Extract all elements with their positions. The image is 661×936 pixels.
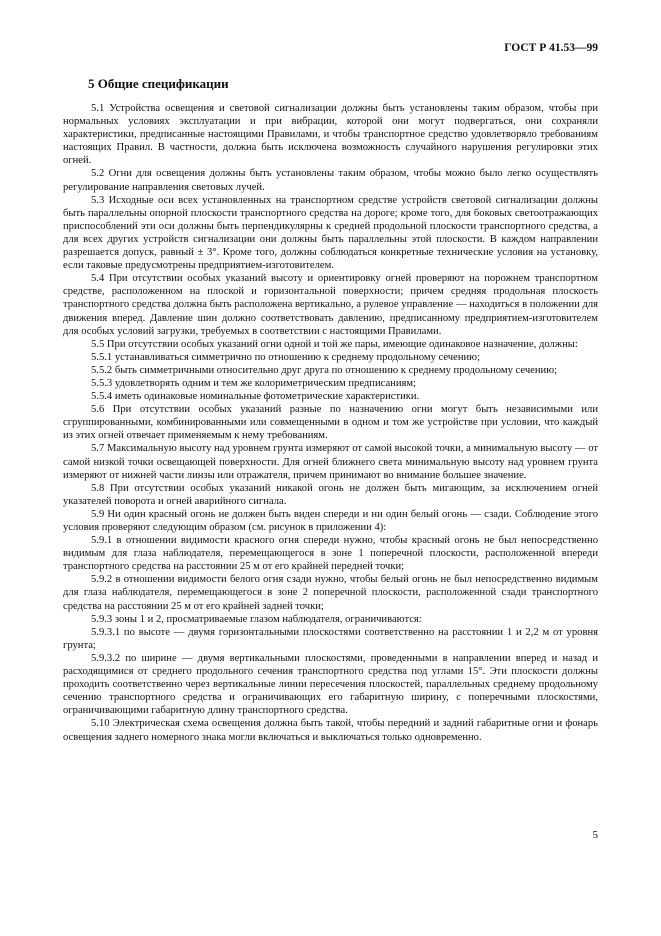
section-body [63,102,598,744]
paragraph-5-10: 5.10 Электрическая схема освещения должна быть такой, чтобы передний и задний габаритные огни и фонарь освещения заднего номерного знака могли включаться и выключаться только одновременно. [63,718,598,743]
document-header: ГОСТ Р 41.53—99 [504,42,598,54]
page-number: 5 [592,829,598,841]
paragraph-5-9-3-1: 5.9.3.1 по высоте — двумя горизонтальными плоскостями соответственно на расстоянии 1 и 2,2 м от уровня грунта; [63,626,598,651]
paragraph-5-3: 5.3 Исходные оси всех установленных на транспортном средстве устройств световой сигнализации должны быть параллельны опорной плоскости транспортного средства на дороге; кроме того, для боковых светоотражающих приспособлений эти оси должны быть перпендикулярны к средней продольной плоскости транспортного средства, а для всех других устройств сигнализации они должны быть параллельны этой плоскости. В каждом направлении разрешается допуск, равный ± 3°. Кроме того, должны соблюдаться конкретные технические условия на установку, если таковые предусмотрены предприятием-изготовителем. [63,194,598,272]
paragraph-5-5-2: 5.5.2 быть симметричными относительно друг друга по отношению к среднему продольному сечению; [91,364,558,376]
paragraph-5-9-1: 5.9.1 в отношении видимости красного огня спереди нужно, чтобы красный огонь не был непосредственно видимым для глаза наблюдателя, перемещающегося в зоне 1 поперечной плоскости, расположенной впереди транспортного средства на расстоянии 25 м от его крайней передней точки; [63,535,598,573]
paragraph-5-5: 5.5 При отсутствии особых указаний огни одной и той же пары, имеющие одинаковое назначение, должны: [91,338,578,350]
paragraph-5-5-1: 5.5.1 устанавливаться симметрично по отношению к среднему продольному сечению; [91,351,481,363]
paragraph-5-8: 5.8 При отсутствии особых указаний никакой огонь не должен быть мигающим, за исключением огней указателей поворота и огней аварийного сигнала. [63,482,598,507]
paragraph-5-9-3-2: 5.9.3.2 по ширине — двумя вертикальными плоскостями, проведенными в направлении вперед и назад и расходящимися от среднего продольного сечения транспортного средства под углами 15°. Эти плоскости должны проходить соответственно через вертикальные линии пересечения плоскостей, параллельных среднему продольному сечению транспортного средства и ограничивающих его габаритную ширину, с поперечными плоскостями, ограничивающими габаритную длину транспортного средства. [63,652,598,717]
paragraph-5-7: 5.7 Максимальную высоту над уровнем грунта измеряют от самой высокой точки, а минимальную высоту — от самой низкой точки освещающей поверхности. Для огней ближнего света минимальную высоту над уровнем грунта измеряют от нижней части линзы или отражателя, причем принимают во внимание большее значение. [63,443,598,481]
paragraph-5-9-3: 5.9.3 зоны 1 и 2, просматриваемые глазом наблюдателя, ограничиваются: [91,613,422,625]
paragraph-5-2: 5.2 Огни для освещения должны быть установлены таким образом, чтобы можно было легко осуществлять регулирование направления световых лучей. [63,168,598,193]
paragraph-5-9: 5.9 Ни один красный огонь не должен быть виден спереди и ни один белый огонь — сзади. Соблюдение этого условия проверяют следующим образом (см. рисунок в приложении 4): [63,508,598,533]
paragraph-5-1: 5.1 Устройства освещения и световой сигнализации должны быть установлены таким образом, чтобы при нормальных условиях эксплуатации и при вибрации, которой они могут подвергаться, они сохраняли характеристики, предписанные настоящими Правилами, и чтобы транспортное средство удовлетворяло требованиям настоящих Правил. В частности, должна быть исключена возможность случайного нарушения регулировки этих огней. [63,103,598,167]
paragraph-5-4: 5.4 При отсутствии особых указаний высоту и ориентировку огней проверяют на порожнем транспортном средстве, расположенном на плоской и горизонтальной поверхности; причем средняя продольная плоскость транспортного средства должна быть расположена вертикально, а рулевое управление — находиться в положении для движения вперед. Давление шин должно соответствовать давлению, предписанному предприятием-изготовителем для особых условий загрузки, требуемых в соответствии с настоящими Правилами. [63,273,598,337]
paragraph-5-5-3: 5.5.3 удовлетворять одним и тем же колориметрическим предписаниям; [91,377,417,389]
paragraph-5-9-2: 5.9.2 в отношении видимости белого огня сзади нужно, чтобы белый огонь не был непосредственно видимым для глаза наблюдателя, перемещающегося в зоне 2 поперечной плоскости, расположенной сзади транспортного средства на расстоянии 25 м от его крайней задней точки; [63,574,598,612]
section-title: 5 Общие спецификации [88,76,229,91]
paragraph-5-6: 5.6 При отсутствии особых указаний разные по назначению огни могут быть независимыми или сгруппированными, комбинированными или совмещенными в одном и том же устройстве при условии, что каждый из этих огней отвечает применяемым к нему требованиям. [63,404,598,442]
paragraph-5-5-4: 5.5.4 иметь одинаковые номинальные фотометрические характеристики. [91,391,420,403]
